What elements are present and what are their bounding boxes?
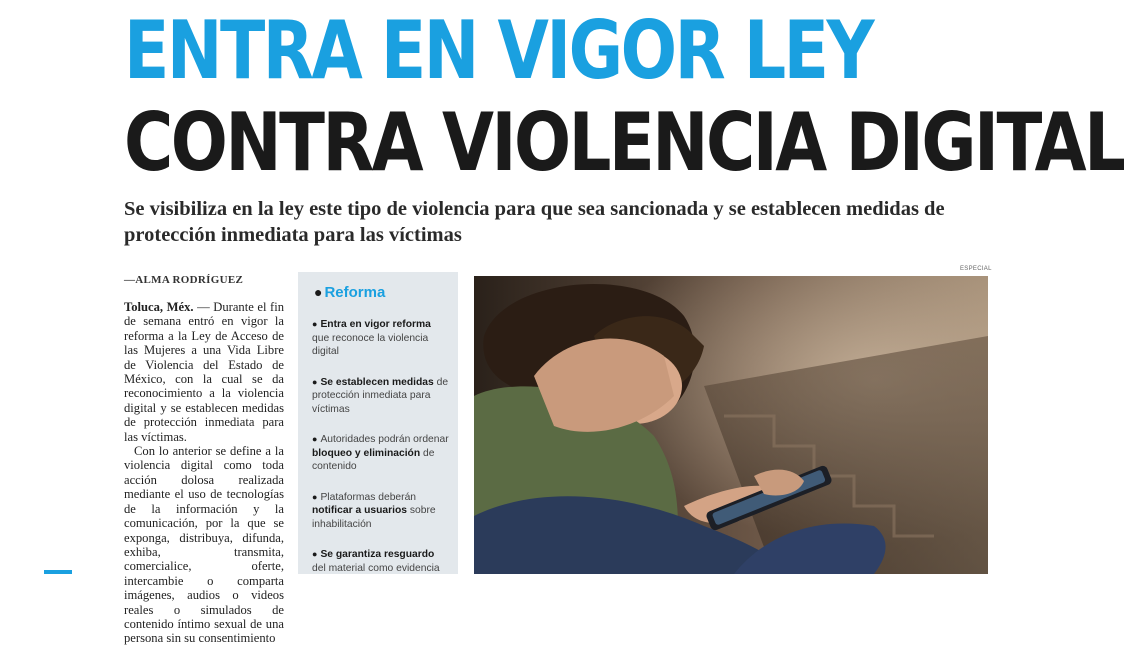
accent-tab bbox=[44, 570, 72, 574]
photo-illustration bbox=[474, 276, 988, 574]
reforma-sidebar bbox=[298, 272, 458, 574]
sidebar-item bbox=[312, 433, 450, 474]
sidebar-item bbox=[312, 491, 450, 532]
bullet-icon: ● bbox=[312, 491, 318, 502]
bullet-icon: ● bbox=[312, 434, 318, 444]
photo-credit: ESPECIAL bbox=[960, 266, 992, 272]
item-text: de contenido bbox=[312, 447, 435, 472]
article-paragraph-1 bbox=[124, 300, 284, 444]
headline-line-2: CONTRA VIOLENCIA DIGITAL bbox=[124, 96, 1124, 189]
item-bold: Entra en vigor reforma bbox=[320, 319, 431, 330]
sidebar-list bbox=[312, 318, 450, 592]
dateline: Toluca, Méx. bbox=[124, 300, 194, 314]
sidebar-item bbox=[312, 376, 450, 417]
item-text: que reconoce la violencia digital bbox=[312, 332, 429, 357]
sidebar-title bbox=[314, 284, 385, 301]
article-deck: Se visibiliza en la ley este tipo de violencia para que sea sancionada y se establecen medidas de protección inmediata para las víctimas bbox=[124, 198, 945, 246]
bullet-icon: ● bbox=[314, 284, 323, 300]
sidebar-item bbox=[312, 318, 450, 359]
article-paragraph-2: Con lo anterior se define a la violencia digital como toda acción dolosa realizada mediante el uso de tecnologías de la información y la comunicación, por la que se exponga, distribuya, difunda, exhiba, transmita, comercialice, oferte, intercambie o comparta imágenes, audios o videos reales o simulados de contenido íntimo sexual de una persona sin su consentimiento bbox=[124, 444, 284, 646]
article-photo bbox=[474, 276, 988, 574]
paragraph-1-text: — Durante el fin de semana entró en vigor la reforma a la Ley de Acceso de las Mujeres a una Vida Libre de Violencia del Estado de México, con la cual se da reconocimiento a la violencia digital y se establecen medidas de protección inmediata para las víctimas. bbox=[124, 300, 285, 444]
item-text: de protección inmediata para víctimas bbox=[312, 376, 449, 415]
byline: —ALMA RODRÍGUEZ bbox=[124, 274, 244, 286]
item-text: del material como evidencia bbox=[312, 562, 440, 574]
item-text: Plataformas deberán bbox=[320, 491, 417, 503]
item-bold: Se garantiza resguardo bbox=[320, 549, 435, 560]
headline-line-1: ENTRA EN VIGOR LEY bbox=[124, 4, 873, 97]
item-text: sobre inhabilitación bbox=[312, 505, 436, 530]
bullet-icon: ● bbox=[312, 549, 318, 559]
item-bold: notificar a usuarios bbox=[312, 505, 407, 516]
sidebar-item bbox=[312, 548, 450, 575]
item-bold: Se establecen medidas bbox=[320, 376, 434, 388]
item-text: Autoridades podrán ordenar bbox=[320, 434, 449, 445]
sidebar-title-text: Reforma bbox=[324, 284, 386, 301]
bullet-icon: ● bbox=[312, 319, 318, 329]
bullet-icon: ● bbox=[312, 376, 318, 387]
item-bold: bloqueo y eliminación bbox=[312, 447, 421, 459]
article-body bbox=[124, 300, 284, 646]
